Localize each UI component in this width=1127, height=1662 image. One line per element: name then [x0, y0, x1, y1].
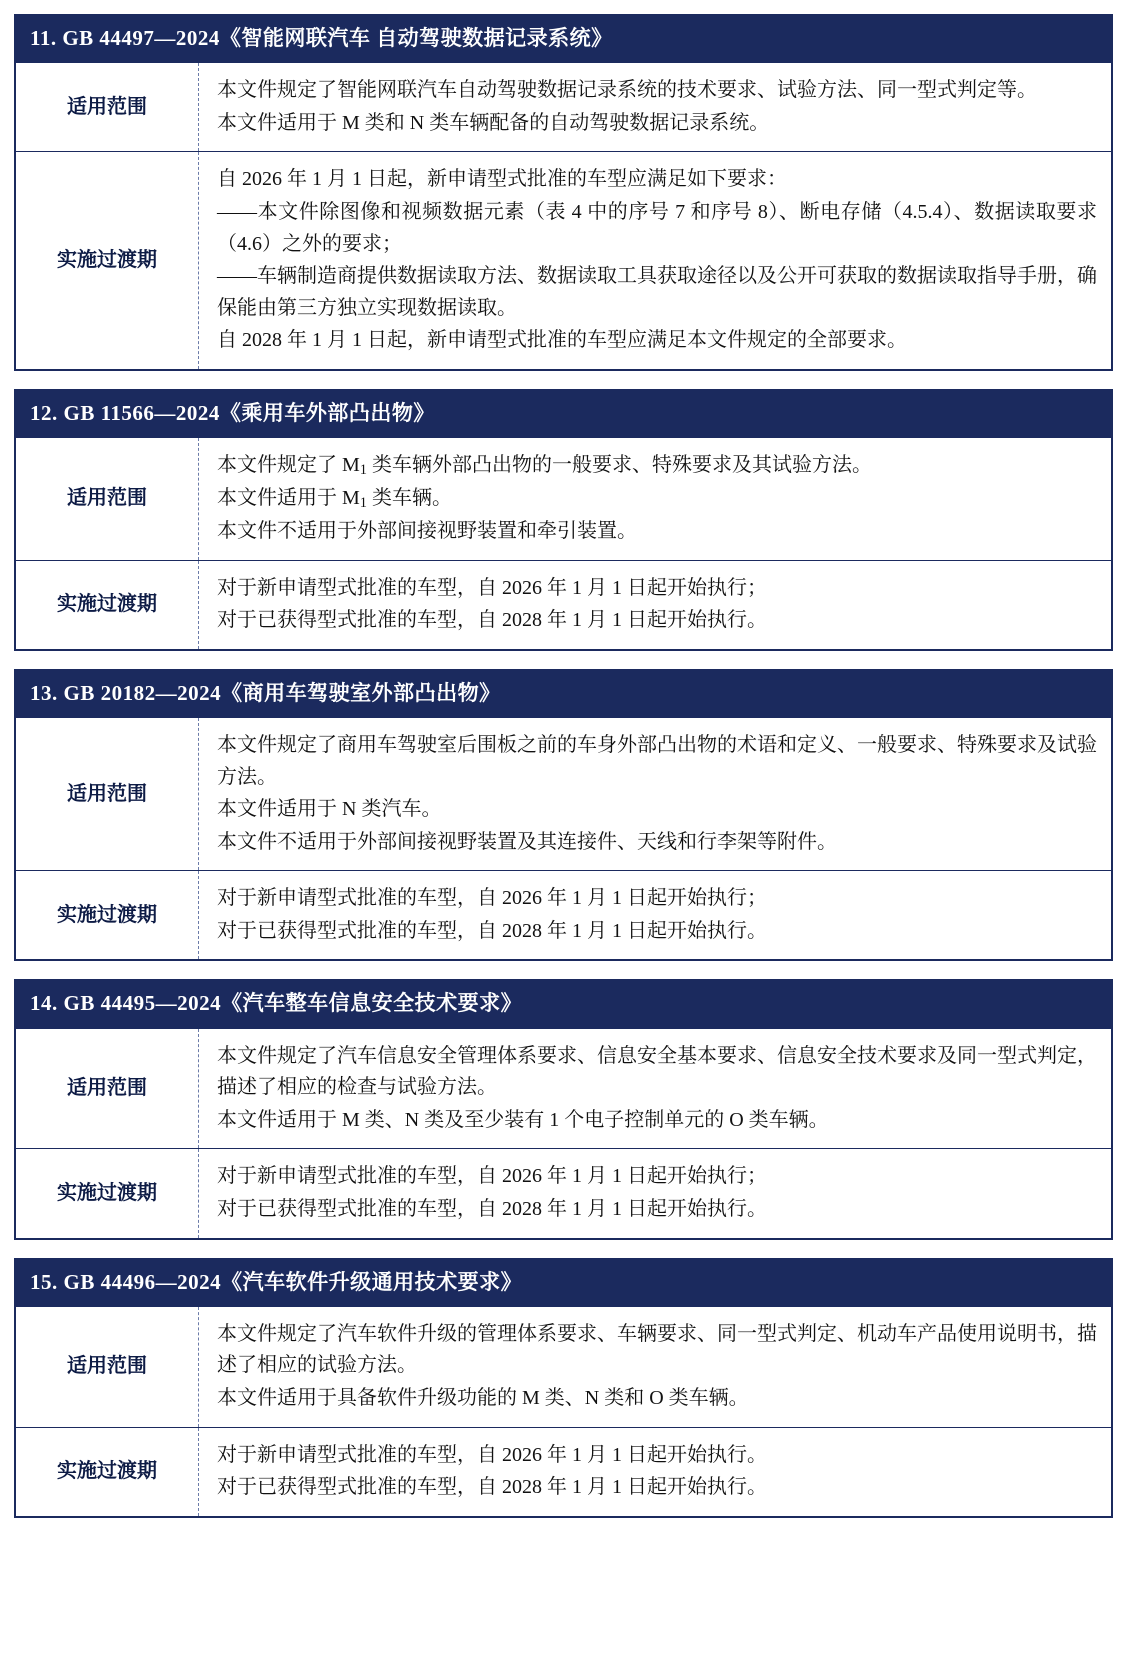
paragraph: 本文件适用于 N 类汽车。	[217, 798, 442, 821]
row-label: 适用范围	[16, 63, 199, 151]
table-row	[16, 437, 1111, 559]
table-row	[16, 1148, 1111, 1237]
paragraph: 本文件不适用于外部间接视野装置及其连接件、天线和行李架等附件。	[217, 830, 837, 853]
paragraph: 本文件规定了智能网联汽车自动驾驶数据记录系统的技术要求、试验方法、同一型式判定等。	[217, 79, 1037, 102]
standard-block	[14, 979, 1113, 1239]
paragraph: 本文件规定了汽车软件升级的管理体系要求、车辆要求、同一型式判定、机动车产品使用说明书，描述了相应的试验方法。	[217, 1322, 1097, 1377]
row-label: 适用范围	[16, 438, 199, 559]
paragraph: 本文件规定了 $M_1$ 类车辆外部凸出物的一般要求、特殊要求及其试验方法。	[217, 454, 872, 479]
paragraph: 本文件不适用于外部间接视野装置和牵引装置。	[217, 519, 637, 542]
row-content	[199, 152, 1111, 369]
row-content	[199, 1428, 1111, 1516]
row-content	[199, 561, 1111, 649]
paragraph: 自 2026 年 1 月 1 日起，新申请型式批准的车型应满足如下要求：	[217, 168, 787, 191]
paragraph: 对于新申请型式批准的车型，自 2026 年 1 月 1 日起开始执行；	[217, 887, 767, 910]
paragraph: 本文件适用于具备软件升级功能的 M 类、N 类和 O 类车辆。	[217, 1387, 749, 1409]
paragraph: 本文件适用于 $M_1$ 类车辆。	[217, 487, 452, 512]
standard-title: 15. GB 44496—2024《汽车软件升级通用技术要求》	[16, 1260, 1111, 1306]
paragraph: ——车辆制造商提供数据读取方法、数据读取工具获取途径以及公开可获取的数据读取指导手册，确保能由第三方独立实现数据读取。	[217, 265, 1097, 319]
table-row	[16, 1028, 1111, 1149]
row-content	[199, 871, 1111, 959]
table-row	[16, 870, 1111, 959]
table-row	[16, 62, 1111, 151]
row-content	[199, 438, 1111, 559]
row-label: 实施过渡期	[16, 1428, 199, 1516]
paragraph: 对于已获得型式批准的车型，自 2028 年 1 月 1 日起开始执行。	[217, 1198, 767, 1221]
row-content	[199, 718, 1111, 870]
paragraph: 本文件适用于 M 类和 N 类车辆配备的自动驾驶数据记录系统。	[217, 111, 770, 134]
row-label: 实施过渡期	[16, 871, 199, 959]
paragraph: 对于新申请型式批准的车型，自 2026 年 1 月 1 日起开始执行。	[217, 1443, 767, 1466]
standard-title: 12. GB 11566—2024《乘用车外部凸出物》	[16, 391, 1111, 437]
paragraph: 对于已获得型式批准的车型，自 2028 年 1 月 1 日起开始执行。	[217, 1476, 767, 1499]
paragraph: 对于已获得型式批准的车型，自 2028 年 1 月 1 日起开始执行。	[217, 609, 767, 632]
standard-block	[14, 669, 1113, 962]
row-content	[199, 63, 1111, 151]
standards-block-list	[14, 14, 1113, 1518]
standard-title: 14. GB 44495—2024《汽车整车信息安全技术要求》	[16, 981, 1111, 1027]
paragraph: 本文件规定了汽车信息安全管理体系要求、信息安全基本要求、信息安全技术要求及同一型式判定，描述了相应的检查与试验方法。	[217, 1044, 1097, 1099]
standard-block	[14, 389, 1113, 651]
paragraph: 自 2028 年 1 月 1 日起，新申请型式批准的车型应满足本文件规定的全部要求。	[217, 329, 907, 352]
paragraph: 对于新申请型式批准的车型，自 2026 年 1 月 1 日起开始执行；	[217, 1165, 767, 1188]
standard-title: 11. GB 44497—2024《智能网联汽车 自动驾驶数据记录系统》	[16, 16, 1111, 62]
row-content	[199, 1307, 1111, 1427]
table-row	[16, 1306, 1111, 1427]
row-content	[199, 1029, 1111, 1149]
standard-title: 13. GB 20182—2024《商用车驾驶室外部凸出物》	[16, 671, 1111, 717]
row-label: 适用范围	[16, 1307, 199, 1427]
table-row	[16, 560, 1111, 649]
row-content	[199, 1149, 1111, 1237]
table-row	[16, 717, 1111, 870]
paragraph: 对于新申请型式批准的车型，自 2026 年 1 月 1 日起开始执行；	[217, 576, 767, 599]
standard-block	[14, 1258, 1113, 1518]
paragraph: 本文件适用于 M 类、N 类及至少装有 1 个电子控制单元的 O 类车辆。	[217, 1108, 829, 1131]
standard-block	[14, 14, 1113, 371]
row-label: 适用范围	[16, 1029, 199, 1149]
table-row	[16, 1427, 1111, 1516]
paragraph: 对于已获得型式批准的车型，自 2028 年 1 月 1 日起开始执行。	[217, 919, 767, 942]
row-label: 实施过渡期	[16, 561, 199, 649]
paragraph: ——本文件除图像和视频数据元素（表 4 中的序号 7 和序号 8）、断电存储（4.5.4）、数据读取要求（4.6）之外的要求；	[217, 200, 1097, 255]
table-row	[16, 151, 1111, 369]
paragraph: 本文件规定了商用车驾驶室后围板之前的车身外部凸出物的术语和定义、一般要求、特殊要求及试验方法。	[217, 733, 1097, 788]
row-label: 实施过渡期	[16, 1149, 199, 1237]
row-label: 适用范围	[16, 718, 199, 870]
row-label: 实施过渡期	[16, 152, 199, 369]
